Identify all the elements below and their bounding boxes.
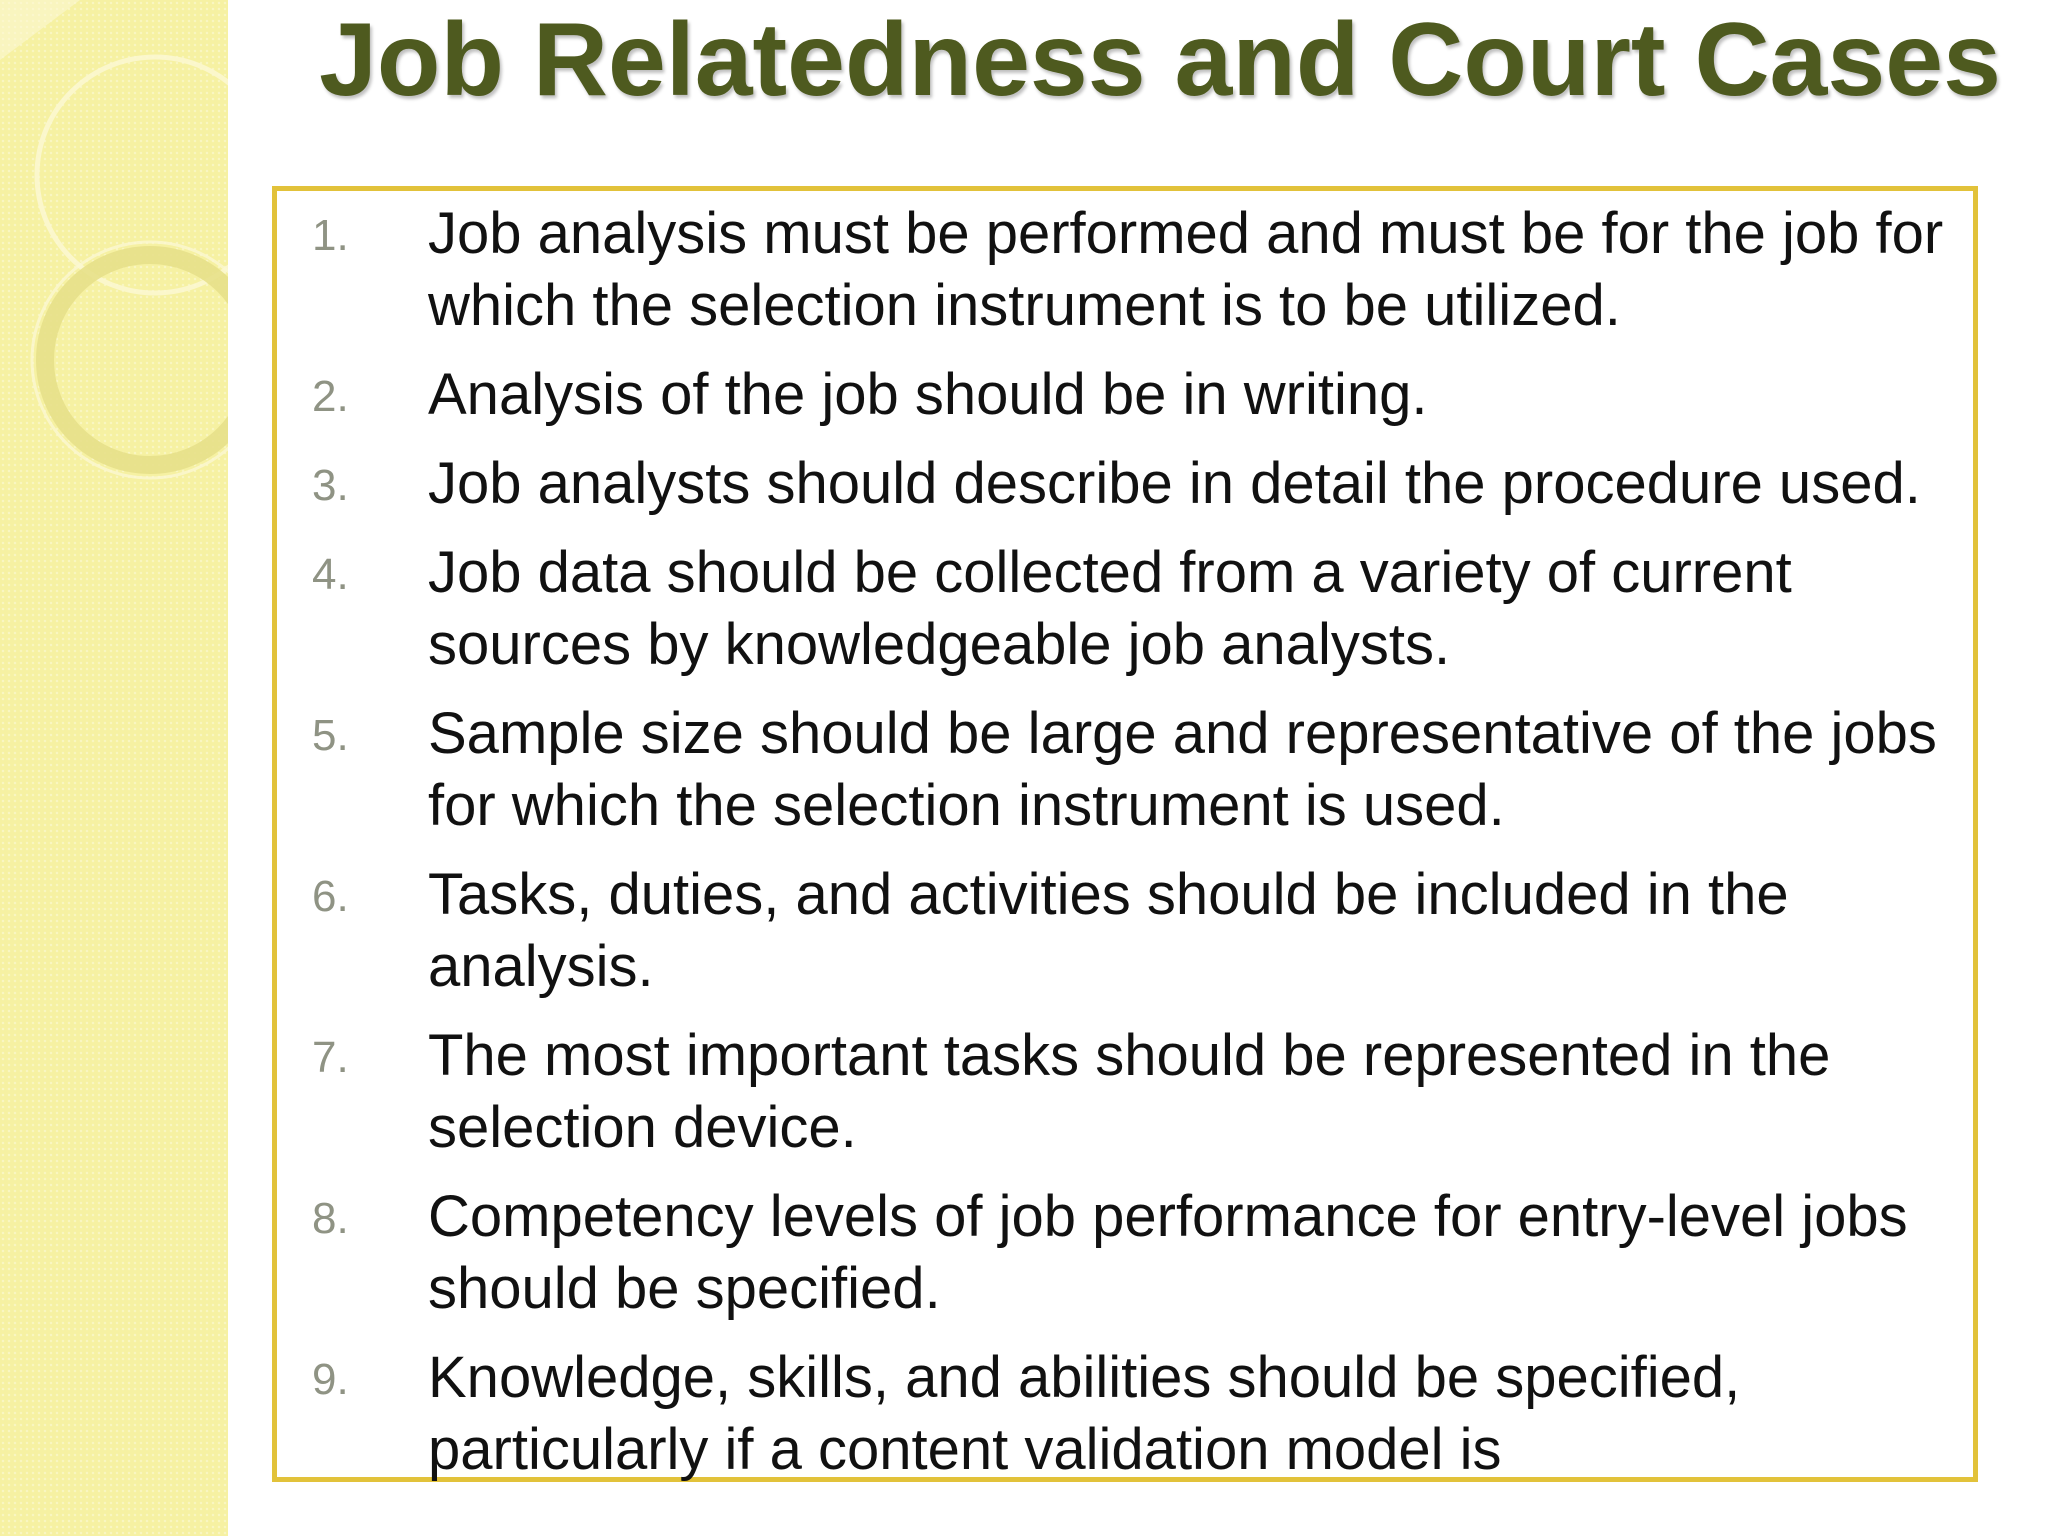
list-item-number: 7. xyxy=(312,1033,349,1082)
list-item xyxy=(0,537,2048,681)
list-item xyxy=(0,1020,2048,1164)
list-item-text: Knowledge, skills, and abilities should be specified, particularly if a content validation model is xyxy=(428,1345,1741,1482)
list-item-text: Job data should be collected from a variety of current sources by knowledgeable job analysts. xyxy=(428,540,1792,677)
list-item-number: 8. xyxy=(312,1194,349,1243)
list-item-text: Sample size should be large and representative of the jobs for which the selection instrument is used. xyxy=(428,701,1937,838)
slide-title: Job Relatedness and Court Cases xyxy=(319,2,2001,118)
list-item-text: The most important tasks should be represented in the selection device. xyxy=(428,1023,1831,1160)
list-item-number: 5. xyxy=(312,711,349,760)
list-item-text: Tasks, duties, and activities should be included in the analysis. xyxy=(428,862,1789,999)
list-item xyxy=(0,448,2048,520)
list-item-number: 2. xyxy=(312,372,349,421)
list-item-number: 9. xyxy=(312,1355,349,1404)
list-item-text: Job analysts should describe in detail the procedure used. xyxy=(428,451,1921,516)
list-item xyxy=(0,859,2048,1003)
list-item-text: Competency levels of job performance for entry-level jobs should be specified. xyxy=(428,1184,1908,1321)
list-item xyxy=(0,1342,2048,1486)
list-item xyxy=(0,1181,2048,1325)
list-item-number: 3. xyxy=(312,461,349,510)
list-item xyxy=(0,359,2048,431)
numbered-list xyxy=(0,198,2048,1503)
list-item-number: 1. xyxy=(312,211,349,260)
list-item-number: 6. xyxy=(312,872,349,921)
list-item xyxy=(0,198,2048,342)
list-item xyxy=(0,698,2048,842)
list-item-number: 4. xyxy=(312,550,349,599)
list-item-text: Job analysis must be performed and must be for the job for which the selection instrument is to be utilized. xyxy=(428,201,1944,338)
list-item-text: Analysis of the job should be in writing. xyxy=(428,362,1428,427)
